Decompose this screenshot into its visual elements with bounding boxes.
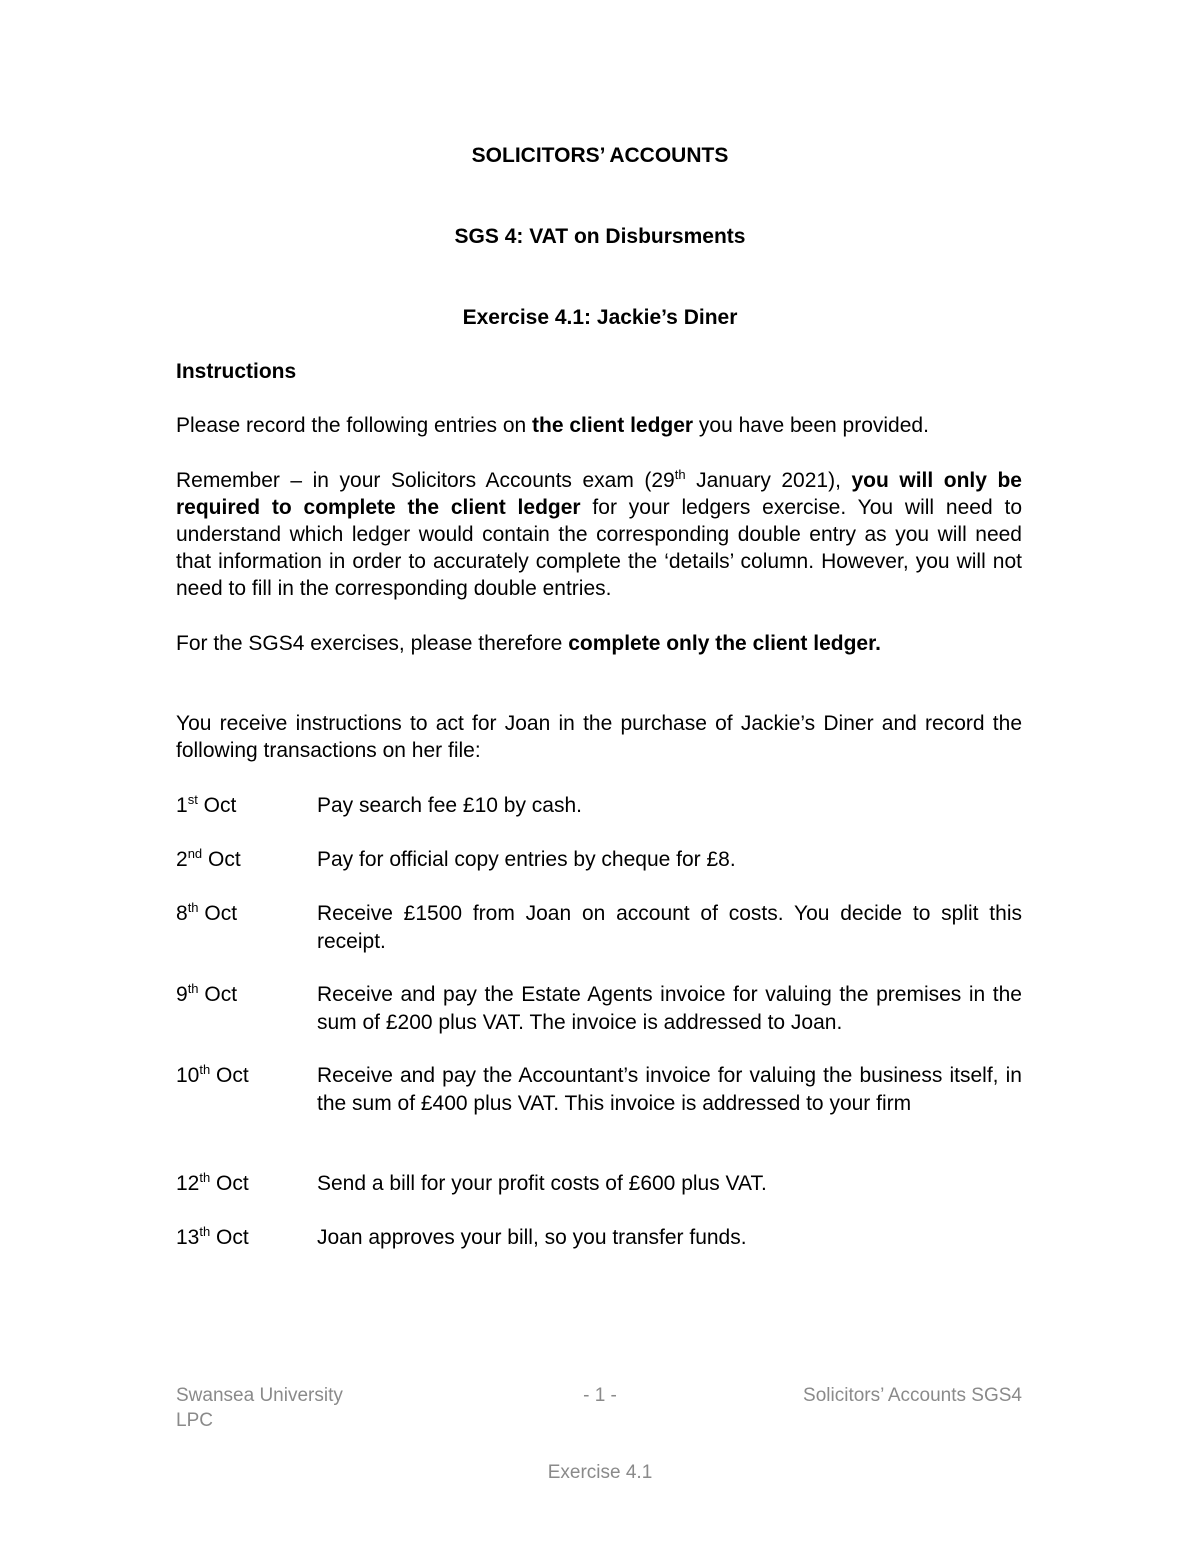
transaction-description: Receive and pay the Estate Agents invoice for valuing the premises in the sum of £200 plus VAT. The invoice is addressed to Joan. <box>317 983 1022 1034</box>
transaction-row <box>176 981 1022 1037</box>
instructions-heading: Instructions <box>176 360 297 383</box>
transaction-description: Receive £1500 from Joan on account of costs. You decide to split this receipt. <box>317 902 1022 953</box>
transaction-row <box>176 1062 1022 1145</box>
transaction-description: Send a bill for your profit costs of £600 plus VAT. <box>317 1172 767 1195</box>
transaction-row <box>176 846 1022 874</box>
transaction-description: Joan approves your bill, so you transfer funds. <box>317 1226 747 1249</box>
footer-left: Swansea University LPC <box>176 1385 343 1431</box>
paragraph-record-entries: Please record the following entries on the client ledger you have been provided. <box>176 414 929 437</box>
transaction-row <box>176 1224 1022 1252</box>
paragraph-sgs4-note: For the SGS4 exercises, please therefore complete only the client ledger. <box>176 632 881 655</box>
transaction-row <box>176 1170 1022 1198</box>
transaction-date: 8th Oct <box>176 900 238 925</box>
transaction-date: 12th Oct <box>176 1170 249 1195</box>
footer-right: Solicitors’ Accounts SGS4 <box>803 1385 1022 1406</box>
transaction-description: Receive and pay the Accountant’s invoice for valuing the business itself, in the sum of £400 plus VAT. This invoice is addressed to your firm <box>317 1064 1022 1115</box>
footer-page-number: - 1 - <box>583 1385 617 1406</box>
transaction-description: Pay search fee £10 by cash. <box>317 794 582 817</box>
paragraph-instructions-joan: You receive instructions to act for Joan in the purchase of Jackie’s Diner and record the following transactions on her file: <box>176 712 1022 762</box>
document-subtitle: SGS 4: VAT on Disbursments <box>454 225 746 248</box>
transaction-date: 9th Oct <box>176 981 238 1006</box>
transaction-date: 1st Oct <box>176 792 237 817</box>
transaction-date: 13th Oct <box>176 1224 249 1249</box>
transaction-row <box>176 792 1022 820</box>
transaction-description: Pay for official copy entries by cheque for £8. <box>317 848 736 871</box>
footer-exercise: Exercise 4.1 <box>547 1462 653 1483</box>
document-title: SOLICITORS’ ACCOUNTS <box>471 144 729 167</box>
exercise-title: Exercise 4.1: Jackie’s Diner <box>462 306 738 329</box>
transaction-date: 2nd Oct <box>176 846 241 871</box>
transaction-row <box>176 900 1022 956</box>
paragraph-exam-reminder: Remember – in your Solicitors Accounts exam (29th January 2021), you will only be required to complete the client ledger for your ledgers exercise. You will need to understand which ledger would contain the corresponding double entry as you will need that information in order to accurately complete the ‘details’ column. However, you will not need to fill in the corresponding double entries. <box>176 467 1022 600</box>
transaction-date: 10th Oct <box>176 1062 249 1087</box>
